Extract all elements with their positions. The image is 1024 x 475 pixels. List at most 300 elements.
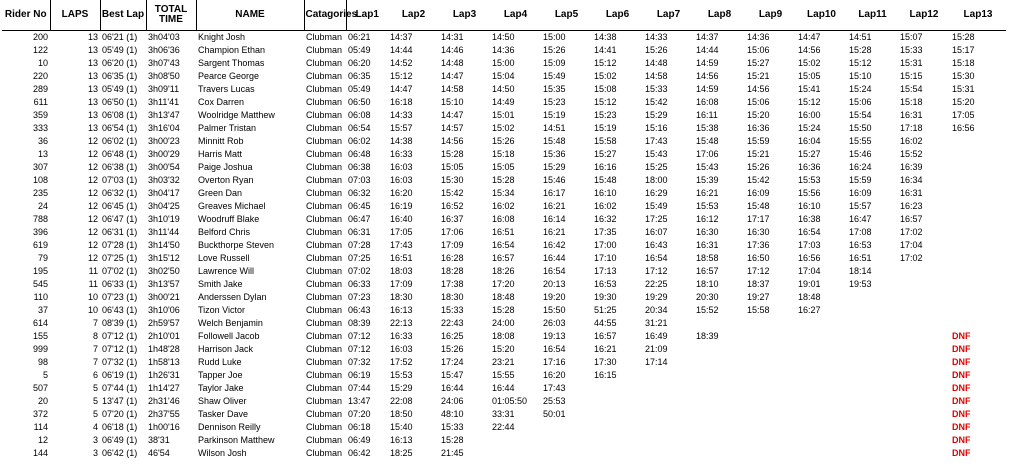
table-row: [2, 447, 1006, 460]
column-header[interactable]: Rider No: [2, 0, 50, 31]
table-cell: 3h10'19: [148, 214, 180, 224]
table-cell: [950, 135, 1006, 148]
table-cell: 17:06: [696, 149, 719, 159]
table-cell: 144: [32, 448, 48, 458]
table-cell: 18:10: [696, 279, 719, 289]
table-cell: 545: [32, 279, 48, 289]
table-cell: 15:36: [543, 149, 566, 159]
table-cell: 15:26: [492, 136, 515, 146]
table-cell: 15:38: [696, 123, 719, 133]
column-header[interactable]: Lap10: [796, 0, 847, 31]
table-cell: 15:02: [798, 58, 821, 68]
table-cell: [643, 369, 694, 382]
table-cell: [745, 317, 796, 330]
table-cell: 06'47 (1): [102, 214, 138, 224]
table-cell: [950, 304, 1006, 317]
table-cell: [592, 382, 643, 395]
table-cell: 16:50: [747, 253, 770, 263]
table-cell: [643, 395, 694, 408]
table-cell: Wilson Josh: [198, 448, 247, 458]
table-cell: 17:04: [900, 240, 923, 250]
table-cell: 14:37: [696, 32, 719, 42]
table-cell: Woolridge Matthew: [198, 110, 275, 120]
table-cell: 14:33: [390, 110, 413, 120]
table-cell: 10: [87, 305, 98, 315]
table-cell: 220: [32, 71, 48, 81]
table-cell: Clubman: [306, 162, 343, 172]
table-cell: 16:32: [594, 214, 617, 224]
table-cell: 12: [37, 435, 48, 445]
table-cell: 31:21: [645, 318, 668, 328]
table-cell: 15:53: [798, 175, 821, 185]
table-cell: 06'20 (1): [102, 58, 138, 68]
table-cell: 16:09: [849, 188, 872, 198]
table-cell: 07'20 (1): [102, 409, 138, 419]
column-header[interactable]: Lap12: [898, 0, 950, 31]
table-row: [2, 239, 1006, 252]
table-cell: 18:00: [645, 175, 668, 185]
table-cell: [796, 421, 847, 434]
table-cell: 06:19: [348, 370, 371, 380]
table-cell: 16:03: [390, 344, 413, 354]
table-cell: 13: [87, 97, 98, 107]
dnf-status: DNF: [952, 331, 971, 341]
dnf-status: DNF: [952, 409, 971, 419]
table-cell: Clubman: [306, 422, 343, 432]
table-cell: 15:02: [594, 71, 617, 81]
column-header[interactable]: Lap11: [847, 0, 898, 31]
table-row: [2, 434, 1006, 447]
table-cell: Shaw Oliver: [198, 396, 247, 406]
column-header[interactable]: Lap2: [388, 0, 439, 31]
table-cell: 15:10: [849, 71, 872, 81]
table-cell: 17:20: [492, 279, 515, 289]
table-cell: 15:46: [849, 149, 872, 159]
table-cell: 15:49: [543, 71, 566, 81]
table-cell: 07:23: [348, 292, 371, 302]
table-cell: 17:16: [543, 357, 566, 367]
table-cell: 06'02 (1): [102, 136, 138, 146]
table-cell: 16:14: [543, 214, 566, 224]
table-cell: 15:01: [492, 110, 515, 120]
table-row: [2, 226, 1006, 239]
table-cell: [950, 174, 1006, 187]
table-cell: Harris Matt: [198, 149, 243, 159]
column-header[interactable]: Lap13: [950, 0, 1006, 31]
table-cell: 16:17: [543, 188, 566, 198]
table-cell: 16:03: [390, 162, 413, 172]
table-cell: 289: [32, 84, 48, 94]
table-cell: 16:31: [900, 110, 923, 120]
table-cell: [847, 356, 898, 369]
table-cell: 16:13: [390, 305, 413, 315]
table-cell: 14:50: [492, 32, 515, 42]
table-cell: [950, 200, 1006, 213]
table-row: [2, 70, 1006, 83]
table-cell: 114: [33, 422, 48, 432]
table-cell: [847, 330, 898, 343]
table-cell: Parkinson Matthew: [198, 435, 275, 445]
table-cell: 17:12: [747, 266, 770, 276]
table-cell: 22:44: [492, 422, 515, 432]
table-cell: 15:06: [747, 45, 770, 55]
table-cell: 7: [92, 344, 98, 354]
table-cell: 16:54: [543, 344, 566, 354]
table-cell: 22:08: [390, 396, 413, 406]
table-cell: 16:54: [645, 253, 668, 263]
table-cell: 15:40: [390, 422, 413, 432]
table-cell: [796, 382, 847, 395]
table-cell: 16:37: [441, 214, 464, 224]
table-cell: 16:38: [798, 214, 821, 224]
table-cell: Clubman: [306, 370, 343, 380]
table-cell: [950, 148, 1006, 161]
table-cell: 24: [37, 201, 48, 211]
table-cell: 15:16: [645, 123, 668, 133]
table-cell: 16:42: [543, 240, 566, 250]
table-cell: [694, 356, 745, 369]
table-cell: 08'39 (1): [102, 318, 138, 328]
table-cell: 16:07: [645, 227, 668, 237]
table-cell: Smith Jake: [198, 279, 243, 289]
column-header[interactable]: Lap8: [694, 0, 745, 31]
column-header[interactable]: Lap7: [643, 0, 694, 31]
table-row: [2, 265, 1006, 278]
column-header[interactable]: Lap3: [439, 0, 490, 31]
table-cell: 16:02: [594, 201, 617, 211]
table-cell: Clubman: [306, 58, 343, 68]
table-cell: [745, 356, 796, 369]
table-cell: 16:19: [390, 201, 413, 211]
table-cell: 3h08'50: [148, 71, 180, 81]
table-cell: 3: [92, 435, 98, 445]
table-cell: 16:09: [747, 188, 770, 198]
table-row: [2, 421, 1006, 434]
table-cell: 23:21: [492, 357, 515, 367]
table-cell: Rudd Luke: [198, 357, 242, 367]
table-cell: 3h16'04: [148, 123, 180, 133]
table-cell: Clubman: [306, 396, 343, 406]
table-cell: 14:44: [390, 45, 413, 55]
table-cell: [694, 408, 745, 421]
dnf-status: DNF: [952, 370, 971, 380]
table-cell: 15:26: [543, 45, 566, 55]
table-cell: 05:49: [348, 84, 371, 94]
table-cell: 14:58: [645, 71, 668, 81]
table-cell: 14:56: [696, 71, 719, 81]
table-row: [2, 109, 1006, 122]
table-cell: 15:30: [441, 175, 464, 185]
table-cell: Clubman: [306, 214, 343, 224]
table-cell: 16:31: [696, 240, 719, 250]
table-cell: 07:20: [348, 409, 371, 419]
table-cell: 16:29: [645, 188, 668, 198]
table-cell: 18:50: [390, 409, 413, 419]
table-cell: 15:42: [441, 188, 464, 198]
table-cell: 16:28: [441, 253, 464, 263]
table-cell: 50:01: [543, 409, 566, 419]
table-cell: 14:56: [441, 136, 464, 146]
table-cell: 16:31: [900, 188, 923, 198]
table-cell: 16:13: [390, 435, 413, 445]
table-cell: Welch Benjamin: [198, 318, 263, 328]
table-cell: Clubman: [306, 266, 343, 276]
table-cell: 7: [92, 357, 98, 367]
table-cell: [745, 330, 796, 343]
table-cell: [490, 447, 541, 460]
table-cell: 2h37'55: [148, 409, 180, 419]
table-cell: 3h06'36: [148, 45, 180, 55]
table-cell: 15:52: [696, 305, 719, 315]
table-cell: Tapper Joe: [198, 370, 243, 380]
table-cell: 15:07: [900, 32, 923, 42]
table-cell: 07:44: [348, 383, 371, 393]
table-cell: 19:13: [543, 331, 566, 341]
table-row: [2, 96, 1006, 109]
table-cell: 06'21 (1): [102, 32, 138, 42]
table-cell: 15:12: [594, 58, 617, 68]
column-header[interactable]: Lap5: [541, 0, 592, 31]
table-cell: 18:37: [747, 279, 770, 289]
table-cell: 18:14: [849, 266, 872, 276]
table-cell: [898, 317, 950, 330]
table-cell: 7: [92, 318, 98, 328]
table-cell: 17:52: [390, 357, 413, 367]
table-cell: 16:21: [696, 188, 719, 198]
table-cell: 14:58: [441, 84, 464, 94]
table-cell: 17:38: [441, 279, 464, 289]
table-row: [2, 187, 1006, 200]
table-row: [2, 213, 1006, 226]
table-cell: Greaves Michael: [198, 201, 266, 211]
table-cell: 16:12: [696, 214, 719, 224]
table-cell: 06:02: [348, 136, 371, 146]
table-cell: 20: [37, 396, 48, 406]
table-cell: [694, 369, 745, 382]
table-cell: 05'49 (1): [102, 45, 138, 55]
table-cell: 396: [32, 227, 48, 237]
table-cell: Travers Lucas: [198, 84, 255, 94]
table-cell: 16:10: [798, 201, 821, 211]
table-cell: 33:31: [492, 409, 515, 419]
table-cell: 16:56: [952, 123, 975, 133]
table-cell: Palmer Tristan: [198, 123, 257, 133]
table-cell: 14:56: [747, 84, 770, 94]
table-cell: 14:38: [390, 136, 413, 146]
table-cell: 07:32: [348, 357, 371, 367]
table-cell: Green Dan: [198, 188, 243, 198]
table-cell: Clubman: [306, 227, 343, 237]
table-cell: 20:13: [543, 279, 566, 289]
table-cell: 15:33: [900, 45, 923, 55]
table-cell: Clubman: [306, 279, 343, 289]
table-cell: 15:33: [645, 84, 668, 94]
table-cell: 16:57: [492, 253, 515, 263]
table-cell: 16:44: [543, 253, 566, 263]
table-cell: 15:33: [441, 422, 464, 432]
table-row: [2, 317, 1006, 330]
table-cell: 14:37: [390, 32, 413, 42]
table-cell: 15:12: [594, 97, 617, 107]
table-cell: 15:57: [390, 123, 413, 133]
table-cell: 14:33: [645, 32, 668, 42]
table-cell: [796, 447, 847, 460]
table-cell: 13'47 (1): [102, 396, 138, 406]
table-cell: 06'33 (1): [102, 279, 138, 289]
table-cell: 06:21: [348, 32, 371, 42]
table-cell: [898, 330, 950, 343]
table-cell: 16:02: [900, 136, 923, 146]
table-cell: 15:17: [952, 45, 975, 55]
table-cell: 44:55: [594, 318, 617, 328]
table-cell: [643, 382, 694, 395]
table-cell: 06'45 (1): [102, 201, 138, 211]
table-cell: 14:47: [798, 32, 821, 42]
table-cell: 15:09: [543, 58, 566, 68]
table-cell: 10: [87, 292, 98, 302]
table-cell: 16:00: [798, 110, 821, 120]
table-cell: 15:31: [900, 58, 923, 68]
table-cell: [950, 213, 1006, 226]
table-cell: 8: [92, 331, 98, 341]
table-cell: 15:46: [543, 175, 566, 185]
table-cell: 24:06: [441, 396, 464, 406]
table-cell: [898, 421, 950, 434]
table-cell: Tizon Victor: [198, 305, 246, 315]
table-cell: 15:28: [441, 435, 464, 445]
table-row: [2, 122, 1006, 135]
table-cell: Dennison Reilly: [198, 422, 261, 432]
table-cell: 14:48: [441, 58, 464, 68]
table-cell: 15:49: [645, 201, 668, 211]
table-cell: 06'49 (1): [102, 435, 138, 445]
table-cell: 37: [37, 305, 48, 315]
table-cell: 200: [32, 32, 48, 42]
table-cell: 15:43: [696, 162, 719, 172]
table-cell: 17:05: [952, 110, 975, 120]
table-row: [2, 148, 1006, 161]
table-cell: 15:48: [696, 136, 719, 146]
table-cell: 17:30: [594, 357, 617, 367]
table-row: [2, 31, 1006, 45]
table-cell: 17:18: [900, 123, 923, 133]
table-cell: 15:18: [900, 97, 923, 107]
table-row: [2, 57, 1006, 70]
table-cell: 13:47: [348, 396, 371, 406]
table-cell: [592, 395, 643, 408]
table-cell: 46'54: [148, 448, 170, 458]
table-cell: 19:20: [543, 292, 566, 302]
table-row: [2, 161, 1006, 174]
table-cell: 16:40: [390, 214, 413, 224]
table-cell: [950, 239, 1006, 252]
table-cell: 18:26: [492, 266, 515, 276]
table-cell: 359: [32, 110, 48, 120]
column-header[interactable]: Lap6: [592, 0, 643, 31]
table-cell: 15:20: [952, 97, 975, 107]
column-header[interactable]: Best Lap: [100, 0, 146, 31]
dnf-status: DNF: [952, 396, 971, 406]
column-header[interactable]: NAME: [196, 0, 304, 31]
table-cell: [745, 421, 796, 434]
table-cell: [541, 421, 592, 434]
table-cell: [796, 408, 847, 421]
table-cell: 06:48: [348, 149, 371, 159]
column-header[interactable]: Lap4: [490, 0, 541, 31]
column-header[interactable]: Lap1: [346, 0, 388, 31]
table-cell: 16:57: [594, 331, 617, 341]
column-header[interactable]: Lap9: [745, 0, 796, 31]
table-cell: 15:55: [849, 136, 872, 146]
table-cell: 15:19: [543, 110, 566, 120]
column-header[interactable]: Catagories: [304, 0, 346, 31]
table-cell: 13: [37, 149, 48, 159]
table-cell: 108: [32, 175, 48, 185]
table-cell: 06:18: [348, 422, 371, 432]
table-cell: 17:43: [390, 240, 413, 250]
table-cell: [847, 291, 898, 304]
table-cell: 17:24: [441, 357, 464, 367]
table-cell: 07:28: [348, 240, 371, 250]
table-cell: 15:20: [492, 344, 515, 354]
table-cell: 16:21: [543, 227, 566, 237]
column-header[interactable]: LAPS: [50, 0, 100, 31]
table-cell: 3h11'41: [148, 97, 180, 107]
table-cell: [796, 369, 847, 382]
table-cell: 20:30: [696, 292, 719, 302]
table-cell: 18:08: [492, 331, 515, 341]
table-cell: Clubman: [306, 383, 343, 393]
table-cell: Buckthorpe Steven: [198, 240, 275, 250]
table-cell: 12: [87, 149, 98, 159]
table-cell: 17:00: [594, 240, 617, 250]
table-cell: 16:51: [492, 227, 515, 237]
table-cell: 15:30: [952, 71, 975, 81]
table-cell: 16:54: [798, 227, 821, 237]
table-cell: [694, 395, 745, 408]
table-cell: 3h00'54: [148, 162, 180, 172]
table-cell: Clubman: [306, 292, 343, 302]
table-cell: 19:29: [645, 292, 668, 302]
table-cell: 06'19 (1): [102, 370, 138, 380]
table-cell: 21:09: [645, 344, 668, 354]
table-cell: [847, 369, 898, 382]
table-cell: 26:03: [543, 318, 566, 328]
table-cell: 06:42: [348, 448, 371, 458]
table-cell: 15:25: [645, 162, 668, 172]
table-cell: [847, 421, 898, 434]
table-cell: 16:51: [849, 253, 872, 263]
table-cell: 3h00'21: [148, 292, 180, 302]
table-cell: 06'31 (1): [102, 227, 138, 237]
table-cell: 14:36: [747, 32, 770, 42]
table-cell: 1h58'13: [148, 357, 180, 367]
table-cell: [694, 382, 745, 395]
table-cell: 12: [87, 240, 98, 250]
table-cell: 15:39: [696, 175, 719, 185]
table-cell: [950, 278, 1006, 291]
table-cell: [643, 447, 694, 460]
dnf-status: DNF: [952, 383, 971, 393]
table-cell: 07:25: [348, 253, 371, 263]
column-header[interactable]: TOTAL TIME: [146, 0, 196, 31]
table-cell: 14:47: [441, 71, 464, 81]
table-cell: 12: [87, 136, 98, 146]
table-cell: Harrison Jack: [198, 344, 254, 354]
table-cell: 16:47: [849, 214, 872, 224]
table-cell: Clubman: [306, 123, 343, 133]
table-cell: 17:09: [390, 279, 413, 289]
